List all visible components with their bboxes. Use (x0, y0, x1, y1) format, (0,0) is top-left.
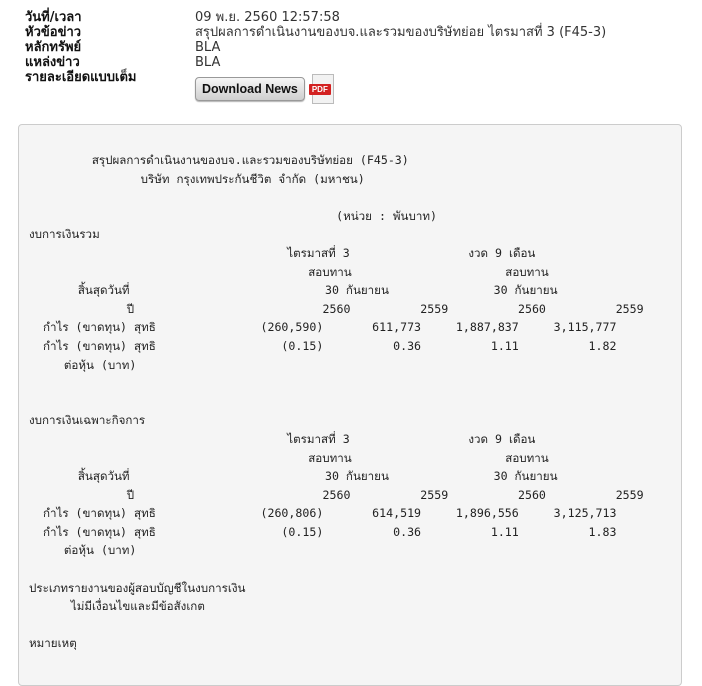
meta-row-security (25, 40, 606, 55)
headline-value: สรุปผลการดำเนินงานของบจ.และรวมของบริษัทย่อย ไตรมาสที่ 3 (F45-3) (195, 25, 607, 40)
headline-label: หัวข้อข่าว (25, 25, 82, 40)
source-label: แหล่งข่าว (25, 55, 80, 70)
download-area (195, 74, 335, 104)
security-value: BLA (195, 40, 221, 55)
meta-row-datetime (25, 10, 606, 25)
meta-row-source (25, 55, 606, 70)
pdf-tag: PDF (309, 84, 331, 95)
datetime-value: 09 พ.ย. 2560 12:57:58 (195, 10, 340, 25)
source-value: BLA (195, 55, 221, 70)
datetime-label: วันที่/เวลา (25, 10, 82, 25)
report-text: สรุปผลการดำเนินงานของบจ.และรวมของบริษัทย่อย (F45-3) บริษัท กรุงเทพประกันชีวิต จำกัด (มหาชน) (หน่วย : พันบาท) งบการเงินรวม ไตรมาสที่ 3 งวด 9 เดือน สอบทาน สอบทาน สิ้นสุดวันที่ 30 กันยายน 30 กันยายน ปี 2560 2559 2560 2559 กำไร (ขาดทุน) สุทธิ (260,590) 611,773 1,887,837 3,115,777 กำไร (ขาดทุน) สุทธิ (0.15) 0.36 1.11 1.82 ต่อหุ้น (บาท) งบการเงินเฉพาะกิจการ ไตรมาสที่ 3 งวด 9 เดือน สอบทาน สอบทาน สิ้นสุดวันที่ 30 กันยายน 30 กันยายน ปี 2560 2559 2560 2559 กำไร (ขาดทุน) สุทธิ (260,806) 614,519 1,896,556 3,125,713 กำไร (ขาดทุน) สุทธิ (0.15) 0.36 1.11 1.83 ต่อหุ้น (บาท) ประเภทรายงานของผู้สอบบัญชีในงบการเงิน ไม่มีเงื่อนไขและมีข้อสังเกต หมายเหตุ (29, 153, 644, 651)
pdf-icon[interactable] (309, 74, 335, 104)
download-news-button[interactable]: Download News (195, 77, 305, 101)
report-box (18, 124, 682, 686)
full-detail-label: รายละเอียดแบบเต็ม (25, 70, 137, 85)
meta-row-headline (25, 25, 606, 40)
security-label: หลักทรัพย์ (25, 40, 82, 55)
